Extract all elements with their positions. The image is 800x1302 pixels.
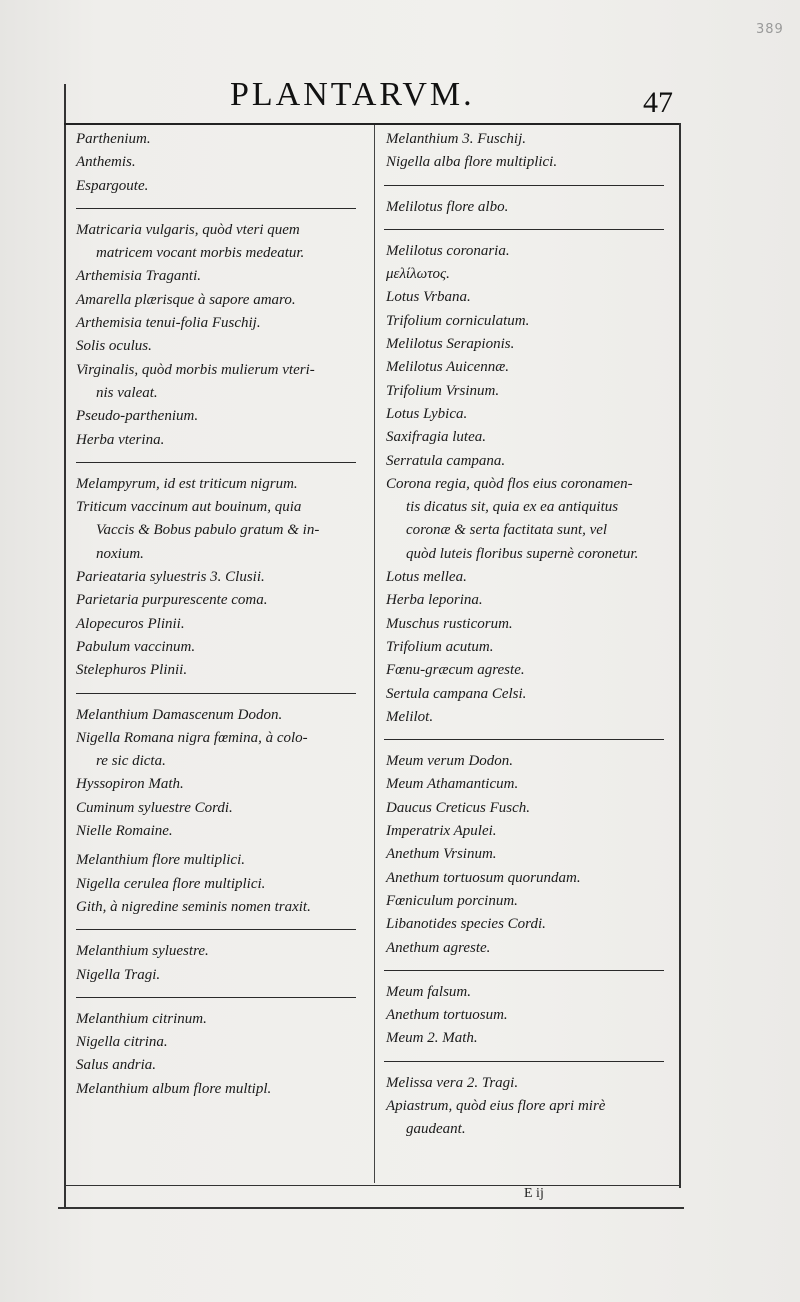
plant-name-line: Lotus Lybica. <box>386 405 468 422</box>
signature-mark: E ij <box>524 1186 544 1201</box>
plant-name-line: Espargoute. <box>76 177 149 194</box>
entry-separator <box>384 739 664 740</box>
plant-name-line: Melilotus Auicennæ. <box>386 359 510 376</box>
plant-name-line: Sertula campana Celsi. <box>386 685 527 702</box>
plant-name-line: Nigella cerulea flore multiplici. <box>76 875 266 892</box>
plant-name-line: Corona regia, quòd flos eius coronamen- <box>386 475 633 492</box>
plant-synonym-group <box>76 128 366 198</box>
plant-name-line: Pabulum vaccinum. <box>76 638 196 655</box>
plant-name-line: Trifolium acutum. <box>386 638 494 655</box>
plant-name-line: Melanthium album flore multipl. <box>76 1080 272 1097</box>
plant-synonym-group <box>386 128 676 175</box>
plant-synonym-group <box>76 473 366 683</box>
plant-synonym-group <box>386 1072 676 1142</box>
plant-name-line: Daucus Creticus Fusch. <box>386 799 531 816</box>
plant-name-line: Vaccis & Bobus pabulo gratum & in- <box>96 522 320 539</box>
plant-name-line: Nigella Tragi. <box>76 966 161 983</box>
plant-name-line: Trifolium Vrsinum. <box>386 382 500 399</box>
plant-name-line: Gith, à nigredine seminis nomen traxit. <box>76 898 311 915</box>
plant-name-line: Trifolium corniculatum. <box>386 312 530 329</box>
plant-name-line: Anthemis. <box>76 154 136 171</box>
plant-name-line: Melissa vera 2. Tragi. <box>386 1074 519 1091</box>
plant-name-line: Imperatrix Apulei. <box>386 823 497 840</box>
plant-name-line: Melanthium Damascenum Dodon. <box>76 706 283 723</box>
plant-name-line: Melilotus Serapionis. <box>386 336 515 353</box>
plant-name-line: Melanthium syluestre. <box>76 943 209 960</box>
plant-name-line: Amarella plærisque à sapore amaro. <box>76 291 296 308</box>
plant-name-line: Anethum agreste. <box>386 939 491 956</box>
entry-separator <box>76 997 356 998</box>
plant-synonym-group <box>76 219 366 452</box>
plant-name-line: Matricaria vulgaris, quòd vteri quem <box>76 221 300 238</box>
plant-name-line: Libanotides species Cordi. <box>386 916 546 933</box>
plant-name-line: Salus andria. <box>76 1057 157 1074</box>
left-column <box>76 128 366 1101</box>
plant-name-line: Nigella citrina. <box>76 1034 168 1051</box>
plant-name-line: Stelephuros Plinii. <box>76 662 188 679</box>
plant-name-line: Anethum tortuosum. <box>386 1007 508 1024</box>
plant-name-line: Meum falsum. <box>386 983 471 1000</box>
plant-name-line: Fœnu-græcum agreste. <box>386 662 525 679</box>
plant-name-line: Alopecuros Plinii. <box>76 615 185 632</box>
entry-separator <box>76 693 356 694</box>
plant-name-line: Virginalis, quòd morbis mulierum vteri- <box>76 361 315 378</box>
plant-synonym-group <box>386 981 676 1051</box>
pencil-folio-note: 389 <box>756 22 784 37</box>
plant-name-line: Triticum vaccinum aut bouinum, quia <box>76 499 302 516</box>
header-rule <box>64 123 680 125</box>
plant-name-line: Anethum tortuosum quorundam. <box>386 869 581 886</box>
entry-separator <box>76 462 356 463</box>
plant-name-line: Melanthium 3. Fuschij. <box>386 131 526 147</box>
plant-name-line: Melilot. <box>386 708 434 725</box>
plant-name-line: Lotus mellea. <box>386 569 467 586</box>
page-number: 47 <box>643 86 673 119</box>
plant-name-line: Pseudo-parthenium. <box>76 408 199 425</box>
right-frame-rule <box>679 123 681 1188</box>
plant-name-line: noxium. <box>96 545 144 562</box>
plant-name-line: Melanthium flore multiplici. <box>76 852 246 869</box>
plant-name-line: Anethum Vrsinum. <box>386 846 497 863</box>
plant-synonym-group <box>76 1008 366 1101</box>
plant-synonym-group <box>386 196 676 219</box>
plant-name-line: Melilotus flore albo. <box>386 198 509 215</box>
plant-name-line: Melampyrum, id est triticum nigrum. <box>76 475 298 492</box>
plant-synonym-group <box>76 849 366 919</box>
plant-name-line: tis dicatus sit, quia ex ea antiquitus <box>406 499 619 516</box>
plant-name-line: coronæ & serta factitata sunt, vel <box>406 522 608 539</box>
plant-name-line: Parthenium. <box>76 131 151 147</box>
plant-synonym-group <box>76 704 366 844</box>
plant-name-line: Arthemisia Traganti. <box>76 268 202 285</box>
entry-separator <box>384 1061 664 1062</box>
plant-synonym-group <box>386 240 676 729</box>
plant-name-line: Arthemisia tenui-folia Fuschij. <box>76 315 261 332</box>
plant-name-line: Solis oculus. <box>76 338 152 355</box>
plant-name-line: Nigella alba flore multiplici. <box>386 154 558 171</box>
plant-name-line: Meum verum Dodon. <box>386 753 514 770</box>
plant-name-line: Parietaria purpurescente coma. <box>76 592 268 609</box>
plant-name-line: nis valeat. <box>96 384 158 401</box>
plant-name-line: Meum Athamanticum. <box>386 776 519 793</box>
entry-separator <box>384 185 664 186</box>
plant-name-line: Meum 2. Math. <box>386 1030 478 1047</box>
column-divider <box>374 125 375 1183</box>
plant-name-line: Melilotus coronaria. <box>386 242 510 259</box>
plant-name-line: μελίλωτος. <box>386 266 450 283</box>
plant-name-line: Apiastrum, quòd eius flore apri mirè <box>386 1097 606 1114</box>
right-column <box>386 128 676 1142</box>
entry-separator <box>384 229 664 230</box>
plant-name-line: Nigella Romana nigra fœmina, à colo- <box>76 729 308 746</box>
plant-name-line: Serratula campana. <box>386 452 506 469</box>
plant-name-line: Melanthium citrinum. <box>76 1010 207 1027</box>
plant-name-line: Muschus rusticorum. <box>386 615 513 632</box>
plant-name-line: Parieataria syluestris 3. Clusii. <box>76 569 265 586</box>
plant-name-line: gaudeant. <box>406 1121 466 1138</box>
plant-name-line: matricem vocant morbis medeatur. <box>96 245 305 262</box>
plant-name-line: quòd luteis floribus supernè coronetur. <box>406 545 639 562</box>
plant-name-line: Fœniculum porcinum. <box>386 892 518 909</box>
plant-name-line: re sic dicta. <box>96 753 166 770</box>
plant-synonym-group <box>386 750 676 960</box>
page-title: PLANTARVM. <box>230 76 475 113</box>
entry-separator <box>76 929 356 930</box>
plant-name-line: Cuminum syluestre Cordi. <box>76 799 233 816</box>
base-rule <box>58 1207 684 1209</box>
plant-name-line: Saxifragia lutea. <box>386 429 486 446</box>
plant-name-line: Herba leporina. <box>386 592 483 609</box>
footer-rule <box>64 1185 680 1186</box>
left-frame-rule <box>64 84 66 1208</box>
plant-name-line: Hyssopiron Math. <box>76 776 184 793</box>
entry-separator <box>76 208 356 209</box>
plant-name-line: Herba vterina. <box>76 431 165 448</box>
plant-name-line: Nielle Romaine. <box>76 823 173 840</box>
entry-separator <box>384 970 664 971</box>
plant-synonym-group <box>76 940 366 987</box>
plant-name-line: Lotus Vrbana. <box>386 289 471 306</box>
